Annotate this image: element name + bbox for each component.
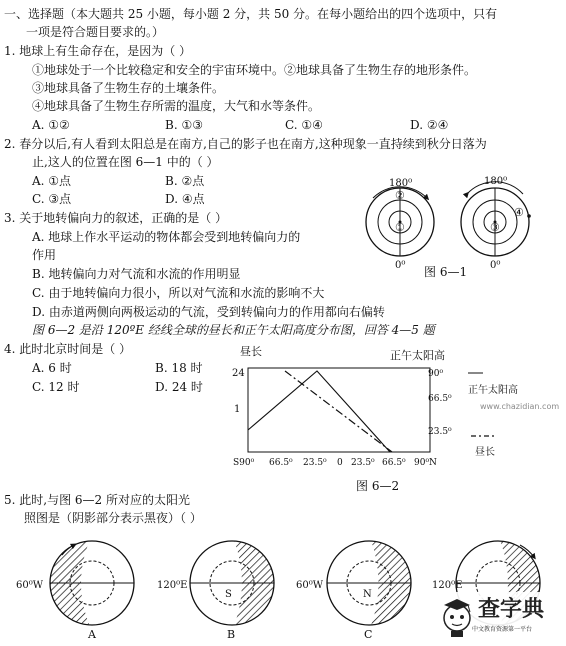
fig62-ytick-665: 66.5⁰	[428, 394, 452, 404]
fig62-xtick-s665: 66.5⁰	[269, 458, 293, 468]
q5-d-longitude: 120⁰E	[432, 580, 463, 591]
fig61-right-0-label: 0⁰	[490, 260, 501, 271]
logo-subtitle: 中文教育资源第一平台	[472, 626, 533, 633]
q5-c-pole: N	[363, 589, 372, 600]
q1-option-b: B. ①③	[165, 118, 203, 132]
q1-statement-3: ④地球具备了生物生存所需的温度，大气和水等条件。	[32, 99, 321, 113]
q3-stem: 3. 关于地转偏向力的叙述，正确的是（ ）	[4, 211, 228, 225]
fig62-ytick-90: 90⁰	[428, 369, 444, 379]
fig62-xtick-s90: S90⁰	[233, 458, 255, 468]
fig62-xtick-s235: 23.5⁰	[303, 458, 327, 468]
fig62-xtick-n665: 66.5⁰	[382, 458, 406, 468]
q5-letter-c: C	[364, 628, 373, 641]
q45-intro: 图 6—2 是沿 120ºE 经线全球的昼长和正午太阳高度分布图，回答 4—5 题	[32, 323, 435, 337]
q3-option-a-line2: 作用	[32, 248, 57, 262]
fig62-right-axis-title: 正午太阳高	[390, 349, 445, 362]
q2-stem-line2: 止,这人的位置在图 6—1 中的（ ）	[32, 155, 219, 169]
diagram-a	[50, 535, 134, 631]
fig61-right-180-label: 180⁰	[484, 176, 508, 187]
q5-b-longitude: 120⁰E	[157, 580, 188, 591]
q3-option-b: B. 地转偏向力对气流和水流的作用明显	[32, 267, 241, 281]
q1-option-d: D. ②④	[410, 118, 449, 132]
diagram-b	[190, 535, 274, 631]
q5-letter-b: B	[227, 628, 236, 641]
q5-a-longitude: 60⁰W	[16, 580, 44, 591]
fig62-ytick-1: 1	[234, 404, 241, 415]
q4-option-a: A. 6 时	[32, 361, 72, 375]
fig61-left-0-label: 0⁰	[395, 260, 406, 271]
figure-6-2	[225, 343, 560, 473]
q1-option-c: C. ①④	[285, 118, 323, 132]
q3-option-d: D. 由赤道两侧向两极运动的气流，受到转偏向力的作用都向右偏转	[32, 305, 385, 319]
q1-statement-2: ③地球具备了生物生存的土壤条件。	[32, 81, 225, 95]
q4-option-d: D. 24 时	[155, 380, 203, 394]
q2-option-a: A. ①点	[32, 174, 72, 188]
q3-option-a-line1: A. 地球上作水平运动的物体都会受到地转偏向力的	[32, 230, 301, 244]
q5-c-longitude: 60⁰W	[296, 580, 324, 591]
q1-option-a: A. ①②	[32, 118, 70, 132]
q5-stem-line2: 照图是（阴影部分表示黑夜）（ ）	[24, 511, 202, 525]
fig62-day-length-line	[285, 371, 392, 452]
diagram-c	[327, 535, 411, 631]
fig61-left-180-label: 180⁰	[389, 178, 413, 189]
fig62-sun-altitude-line	[248, 371, 390, 452]
fig62-plot-frame	[248, 368, 430, 452]
q2-option-c: C. ③点	[32, 192, 72, 206]
fig61-caption: 图 6—1	[424, 265, 468, 279]
site-logo	[436, 592, 562, 642]
q2-option-b: B. ②点	[165, 174, 205, 188]
fig62-xtick-0: 0	[337, 458, 343, 468]
fig61-marker-3: ③	[490, 221, 500, 234]
q4-option-c: C. 12 时	[32, 380, 80, 394]
fig62-xtick-n235: 23.5⁰	[351, 458, 375, 468]
q5-b-pole: S	[225, 589, 232, 600]
q1-stem: 1. 地球上有生命存在，是因为（ ）	[4, 44, 192, 58]
fig62-ytick-24: 24	[232, 368, 245, 379]
mascot-icon	[440, 596, 474, 638]
fig61-marker-4: ④	[514, 206, 524, 219]
section-heading-line2: 一项是符合题目要求的。）	[26, 25, 165, 39]
fig62-xtick-n90: 90⁰N	[414, 458, 437, 468]
fig62-ytick-235: 23.5⁰	[428, 427, 452, 437]
fig62-left-axis-title: 昼长	[240, 345, 262, 358]
logo-title: 查字典	[478, 597, 545, 622]
q5-stem-line1: 5. 此时,与图 6—2 所对应的太阳光	[4, 493, 190, 507]
section-heading-line1: 一、选择题（本大题共 25 小题，每小题 2 分，共 50 分。在每小题给出的四个选项中，只有	[4, 7, 498, 21]
q5-letter-a: A	[88, 628, 96, 641]
fig61-marker-2: ②	[395, 189, 405, 202]
q1-statement-1: ①地球处于一个比较稳定和安全的宇宙环境中。②地球具备了生物生存的地形条件。	[32, 63, 477, 77]
fig62-caption: 图 6—2	[356, 479, 400, 493]
q4-option-b: B. 18 时	[155, 361, 203, 375]
q2-option-d: D. ④点	[165, 192, 205, 206]
q3-option-c: C. 由于地转偏向力很小，所以对气流和水流的影响不大	[32, 286, 325, 300]
q4-stem: 4. 此时北京时间是（ ）	[4, 342, 132, 356]
watermark-text: www.chazidian.com	[480, 402, 560, 411]
legend-solid-label: 正午太阳高	[468, 385, 518, 396]
q2-stem-line1: 2. 春分以后,有人看到太阳总是在南方,自己的影子也在南方,这种现象一直持续到秋分日落为	[4, 137, 487, 151]
fig61-marker-1: ①	[395, 221, 405, 234]
legend-dash-label: 昼长	[475, 447, 495, 458]
